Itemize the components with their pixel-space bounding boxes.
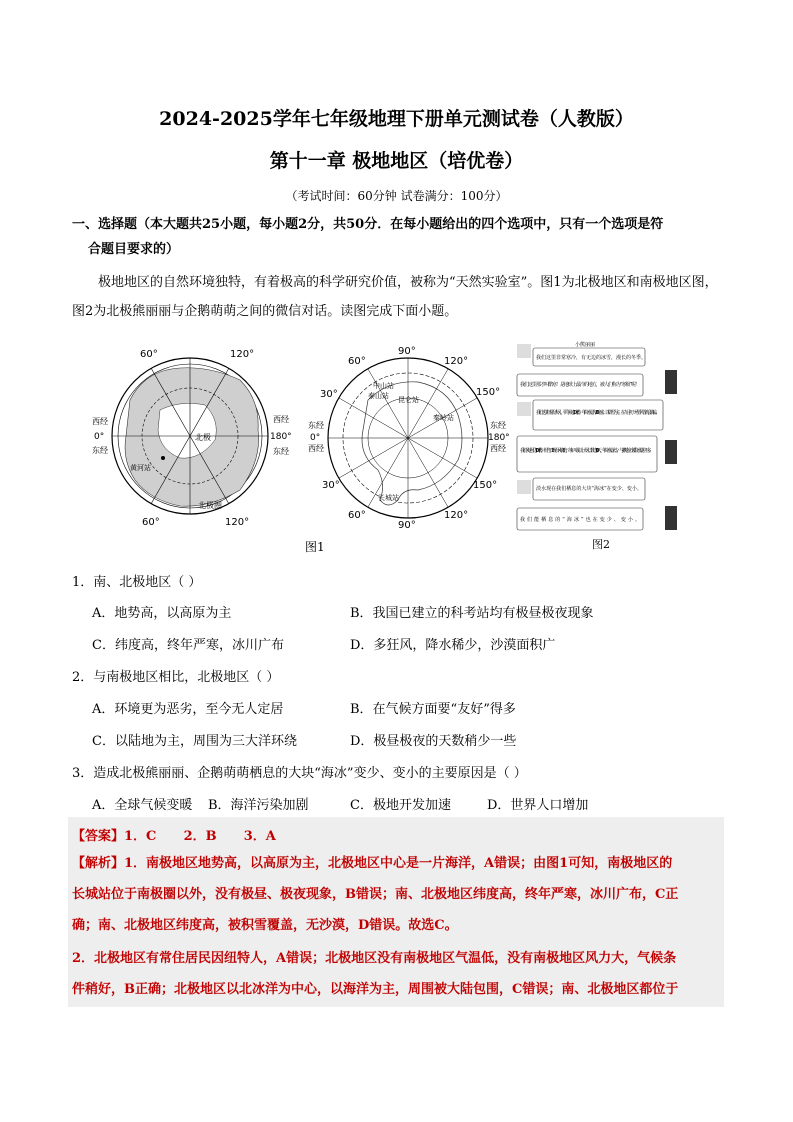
- n-circle: 北极圈: [198, 501, 222, 510]
- chat-msg-2: 我们这里那才叫酷寒！是地球上最冷的地方，被人们称为“寒极”呢！: [520, 382, 640, 388]
- q3-option-d[interactable]: D．世界人口增加: [487, 798, 589, 813]
- s-east2: 东经: [490, 421, 506, 430]
- s-150-top: 150°: [476, 387, 501, 398]
- section-line-1: 一、选择题（本大题共25小题，每小题2分，共50分．在每小题给出的四个选项中，只有一个选项是符: [72, 217, 664, 232]
- analysis-p1-l3: 确；南、北极地区纬度高，被积雪覆盖，无沙漠，D错误。故选C。: [72, 918, 458, 933]
- q3-option-c[interactable]: C．极地开发加速: [350, 798, 451, 813]
- chat-msg-1: 我们这里非常寒冷，有无边的冰雪，漫长的冬季。: [536, 355, 647, 361]
- n-west: 西经: [92, 417, 108, 426]
- s-deg0: 0°: [310, 433, 321, 443]
- n-deg0: 0°: [94, 432, 105, 442]
- analysis-p2-l2: 件稍好，B正确；北极地区以北冰洋为中心，以海洋为主，周围被大陆包围，C错误；南、北极地区都位于: [72, 982, 679, 997]
- s-60-top: 60°: [348, 356, 366, 367]
- n-east: 东经: [92, 446, 108, 455]
- n-deg180: 180°: [270, 432, 292, 442]
- n-60-top: 60°: [140, 349, 158, 360]
- s-east: 东经: [308, 421, 324, 430]
- n-station: 黄河站: [130, 464, 151, 472]
- s-120-top: 120°: [444, 356, 469, 367]
- s-60-bot: 60°: [348, 510, 366, 521]
- chat-msg-3: 我们这里经常刮大风，平均风速10米/秒，年降水量为200毫米，以降雪为主，在九月初一场雪风雪就会降临。: [536, 410, 660, 416]
- s-120-bot: 120°: [444, 510, 469, 521]
- penguin-avatar: [665, 370, 677, 394]
- intro-paragraph: 极地地区的自然环境独特，有着极高的科学研究价值，被称为“天然实验室”。图1为北极地区和南极地区图，图2为北极熊丽丽与企鹅萌萌之间的微信对话。读图完成下面小题。: [72, 275, 718, 319]
- q2-option-a[interactable]: A．环境更为恶劣，至今无人定居: [92, 702, 284, 717]
- s-90-top: 90°: [398, 346, 416, 357]
- n-120-bot: 120°: [225, 517, 250, 528]
- analysis-label: 【解析】: [72, 856, 125, 871]
- chapter-title: 第十一章 极地地区（培优卷）: [269, 150, 524, 172]
- s-150-bot: 150°: [473, 480, 498, 491]
- q2-option-b[interactable]: B．在气候方面要“友好”得多: [350, 702, 516, 717]
- chat-figure: [515, 340, 685, 540]
- q1-option-b[interactable]: B．我国已建立的科考站均有极昼极夜现象: [350, 606, 594, 621]
- s-zhongshan: 中山站: [373, 382, 394, 390]
- answer-text: 1．C 2．B 3．A: [124, 829, 276, 844]
- s-deg180: 180°: [488, 433, 510, 443]
- s-qinling: 秦岭站: [433, 414, 454, 422]
- chat-msg-4: 我们风速可达100米/秒，相当于12级台风的8倍，每年八级以上大风日数达300天，年降水量太少，与撒哈拉沙漠降水量差不多。: [520, 448, 654, 454]
- q3-option-a[interactable]: A．全球气候变暖: [92, 798, 193, 813]
- n-120-top: 120°: [230, 349, 255, 360]
- q1-stem: 1．南、北极地区（ ）: [72, 575, 202, 590]
- s-30-bot: 30°: [322, 480, 340, 491]
- s-west2: 西经: [490, 444, 506, 453]
- q3-option-b[interactable]: B．海洋污染加剧: [208, 798, 309, 813]
- exam-info: （考试时间：60分钟 试卷满分：100分）: [285, 189, 508, 203]
- chat-header: 小熊丽丽: [575, 342, 596, 348]
- q1-option-d[interactable]: D．多狂风，降水稀少，沙漠面积广: [350, 638, 556, 653]
- q1-option-c[interactable]: C．纬度高，终年严寒，冰川广布: [92, 638, 284, 653]
- exam-title: 2024-2025学年七年级地理下册单元测试卷（人教版）: [159, 108, 634, 130]
- q2-stem: 2．与南极地区相比，北极地区（ ）: [72, 670, 280, 685]
- chat-msg-5: 淡水现在我们栖息的大块“海冰”在变少、变小。: [536, 486, 642, 492]
- answer-line: [72, 825, 276, 844]
- section-line-2: 合题目要求的）: [88, 242, 180, 257]
- fig2-caption: 图2: [592, 538, 610, 551]
- s-30-top: 30°: [320, 389, 338, 400]
- section-heading: [72, 212, 722, 262]
- answer-label: 【答案】: [72, 829, 125, 844]
- north-polar-map: [90, 340, 310, 530]
- analysis-p2-l1: 2．北极地区有常住居民因纽特人，A错误；北极地区没有南极地区气温低，没有南极地区风力大，气候条: [72, 951, 677, 966]
- analysis-p1-l1: 1．南极地区地势高，以高原为主，北极地区中心是一片海洋，A错误；由图1可知，南极地区的: [124, 856, 673, 871]
- s-changcheng: 长城站: [378, 494, 399, 502]
- q1-option-a[interactable]: A．地势高，以高原为主: [92, 606, 232, 621]
- q3-stem: 3．造成北极熊丽丽、企鹅萌萌栖息的大块“海冰”变少、变小的主要原因是（ ）: [72, 766, 527, 781]
- n-pole: 北极: [195, 433, 211, 442]
- analysis-p1-l2: 长城站位于南极圈以外，没有极昼、极夜现象，B错误；南、北极地区纬度高，终年严寒，冰川广布，C正: [72, 887, 679, 902]
- s-90-bot: 90°: [398, 520, 416, 530]
- s-kunlun: 昆仑站: [398, 396, 419, 404]
- n-60-bot: 60°: [142, 517, 160, 528]
- n-east2: 东经: [273, 447, 289, 456]
- analysis-line-1: [72, 849, 720, 878]
- bear-avatar: [517, 344, 531, 358]
- south-polar-map: [308, 340, 518, 530]
- q2-option-d[interactable]: D．极昼极夜的天数稍少一些: [350, 734, 517, 749]
- fig1-caption: 图1: [305, 540, 325, 554]
- q2-option-c[interactable]: C．以陆地为主，周围为三大洋环绕: [92, 734, 297, 749]
- n-west2: 西经: [273, 415, 289, 424]
- chat-msg-6: 我们能栖息的“海冰”也在变少、变小。: [520, 517, 640, 523]
- s-taishan: 泰山站: [368, 392, 389, 400]
- s-west: 西经: [308, 444, 324, 453]
